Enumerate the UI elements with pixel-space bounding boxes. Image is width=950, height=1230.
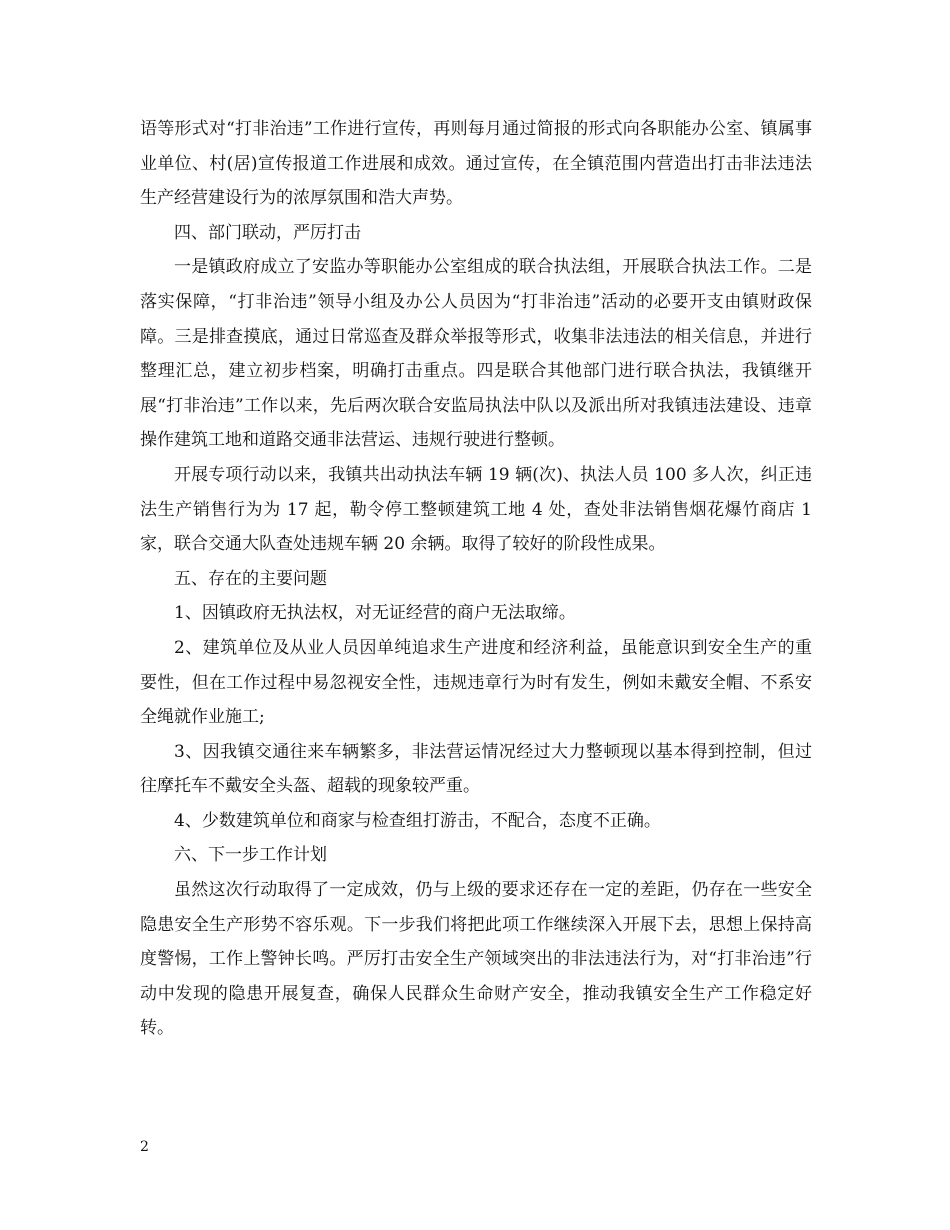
page-number: 2 xyxy=(140,1139,149,1155)
section-heading-6: 六、下一步工作计划 xyxy=(174,845,327,866)
paragraph-joint-enforcement: 一是镇政府成立了安监办等职能办公室组成的联合执法组，开展联合执法工作。二是落实保障，“打非治违”领导小组及办公人员因为“打非治违”活动的必要开支由镇财政保障。三是排查摸底，通过日常巡查及群众举报等形式，收集非法违法的相关信息，并进行整理汇总，建立初步档案，明确打击重点。四是联合其他部门进行联合执法，我镇继开展“打非治违”工作以来，先后两次联合安监局执法中队以及派出所对我镇违法建设、违章操作建筑工地和道路交通非法营运、违规行驶进行整顿。 xyxy=(140,257,812,451)
problem-item-4: 4、少数建筑单位和商家与检查组打游击，不配合，态度不正确。 xyxy=(174,810,661,831)
document-body xyxy=(140,112,812,1046)
paragraph-results: 开展专项行动以来，我镇共出动执法车辆 19 辆(次)、执法人员 100 多人次，纠正违法生产销售行为为 17 起，勒令停工整顿建筑工地 4 处，查处非法销售烟花爆竹商店 1 家，联合交通大队查处违规车辆 20 余辆。取得了较好的阶段性成果。 xyxy=(140,464,812,555)
problem-item-3: 3、因我镇交通往来车辆繁多，非法营运情况经过大力整顿现以基本得到控制，但过往摩托车不戴安全头盔、超载的现象较严重。 xyxy=(140,741,812,797)
section-heading-4: 四、部门联动，严厉打击 xyxy=(174,222,361,243)
section-heading-5: 五、存在的主要问题 xyxy=(174,568,327,589)
paragraph-next-steps: 虽然这次行动取得了一定成效，仍与上级的要求还存在一定的差距，仍存在一些安全隐患安全生产形势不容乐观。下一步我们将把此项工作继续深入开展下去，思想上保持高度警惕，工作上警钟长鸣。严厉打击安全生产领域突出的非法违法行为，对“打非治违”行动中发现的隐患开展复查，确保人民群众生命财产安全，推动我镇安全生产工作稳定好转。 xyxy=(140,880,812,1039)
paragraph-publicity-continuation: 语等形式对“打非治违”工作进行宣传，再则每月通过简报的形式向各职能办公室、镇属事业单位、村(居)宣传报道工作进展和成效。通过宣传，在全镇范围内营造出打击非法违法生产经营建设行为的浓厚氛围和浩大声势。 xyxy=(140,119,812,209)
problem-item-1: 1、因镇政府无执法权，对无证经营的商户无法取缔。 xyxy=(174,603,576,624)
problem-item-2: 2、建筑单位及从业人员因单纯追求生产进度和经济利益，虽能意识到安全生产的重要性，但在工作过程中易忽视安全性，违规违章行为时有发生，例如未戴安全帽、不系安全绳就作业施工; xyxy=(140,637,812,728)
